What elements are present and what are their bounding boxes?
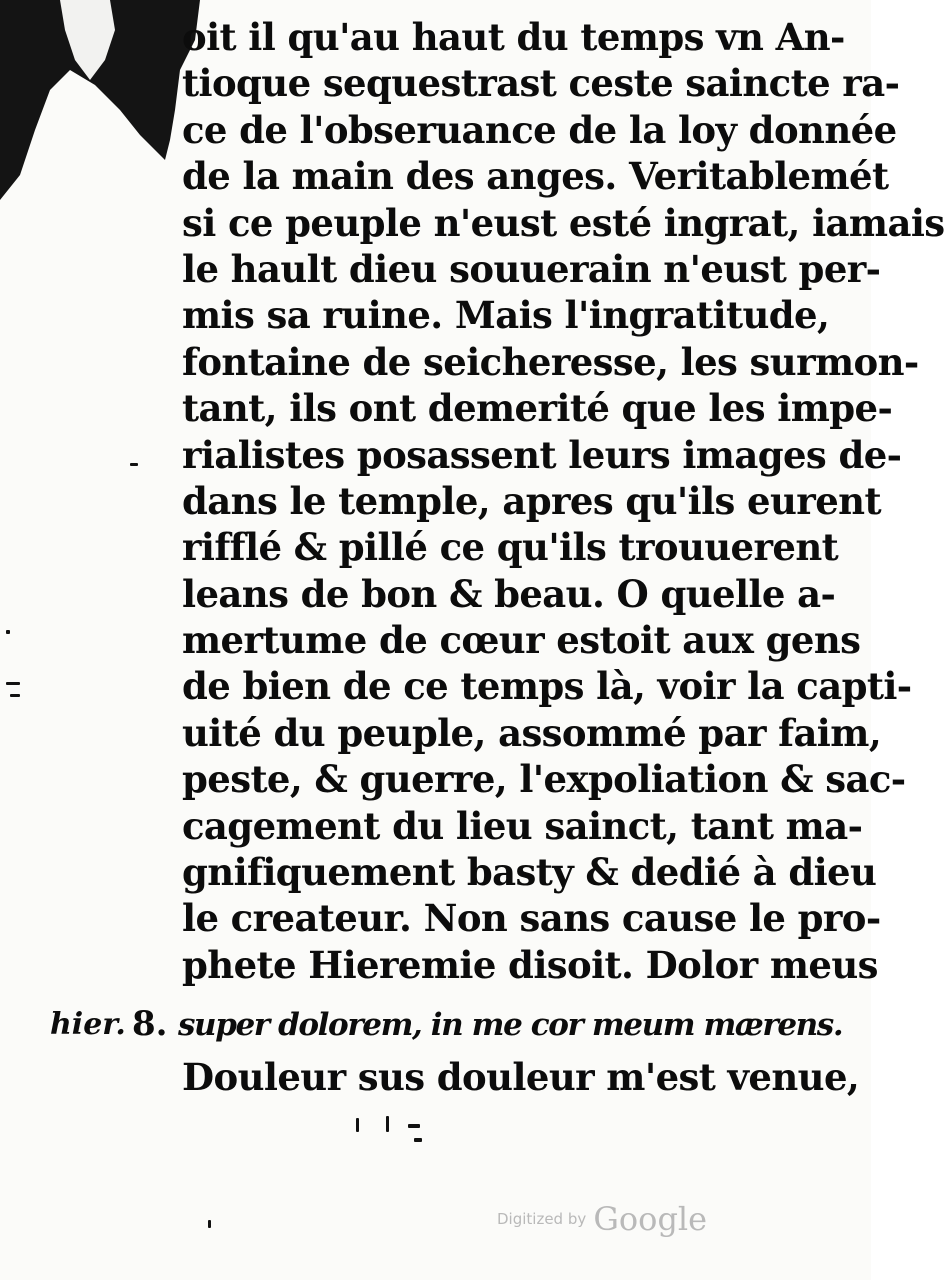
scan-speck (6, 682, 20, 685)
text-line: ce de l'obseruance de la loy donnée (182, 107, 897, 152)
text-line: le createur. Non sans cause le pro- (182, 896, 881, 941)
text-line: si ce peuple n'eust esté ingrat, iamais (182, 200, 945, 245)
text-line: rifflé & pillé ce qu'ils trouuerent (182, 525, 839, 570)
scan-speck (6, 630, 10, 634)
text-line: peste, & guerre, l'expoliation & sac- (182, 757, 906, 802)
google-logo: Google (593, 1200, 708, 1238)
digitization-watermark (497, 1200, 707, 1238)
text-line: dans le temple, apres qu'ils eurent (182, 478, 881, 523)
text-line: gnifiquement basty & dedié à dieu (182, 850, 877, 895)
scan-speck (208, 1220, 211, 1228)
text-line: de bien de ce temps là, voir la capti- (182, 664, 912, 709)
margin-verse-number: 8. (132, 1004, 168, 1044)
text-line: leans de bon & beau. O quelle a- (182, 571, 836, 616)
scan-speck (10, 694, 20, 697)
text-line: tioque sequestrast ceste saincte ra- (182, 61, 900, 106)
body-text (182, 14, 945, 988)
text-line: mertume de cœur estoit aux gens (182, 618, 861, 663)
scan-speck (356, 1118, 359, 1132)
text-line: fontaine de seicheresse, les surmon- (182, 339, 919, 384)
text-line: rialistes posassent leurs images de- (182, 432, 902, 477)
text-line: uité du peuple, assommé par faim, (182, 710, 882, 755)
text-line: phete Hieremie disoit. Dolor meus (182, 942, 878, 987)
scan-speck (386, 1116, 389, 1132)
watermark-prefix: Digitized by (497, 1210, 587, 1228)
scan-speck (408, 1124, 420, 1128)
text-line: mis sa ruine. Mais l'ingratitude, (182, 293, 830, 338)
scan-speck (130, 463, 138, 466)
text-line: le hault dieu souuerain n'eust per- (182, 246, 881, 291)
text-line: cagement du lieu sainct, tant ma- (182, 803, 863, 848)
torn-page-edge (0, 0, 200, 200)
text-line: tant, ils ont demerité que les impe- (182, 386, 893, 431)
text-line-final: Douleur sus douleur m'est venue, (182, 1055, 860, 1099)
text-line: oit il qu'au haut du temps vn An- (182, 15, 845, 59)
margin-reference: hier. (50, 1007, 126, 1042)
text-line: de la main des anges. Veritablemét (182, 154, 889, 199)
latin-quotation: super dolorem, in me cor meum mærens. (178, 1007, 843, 1043)
scan-speck (414, 1138, 422, 1142)
